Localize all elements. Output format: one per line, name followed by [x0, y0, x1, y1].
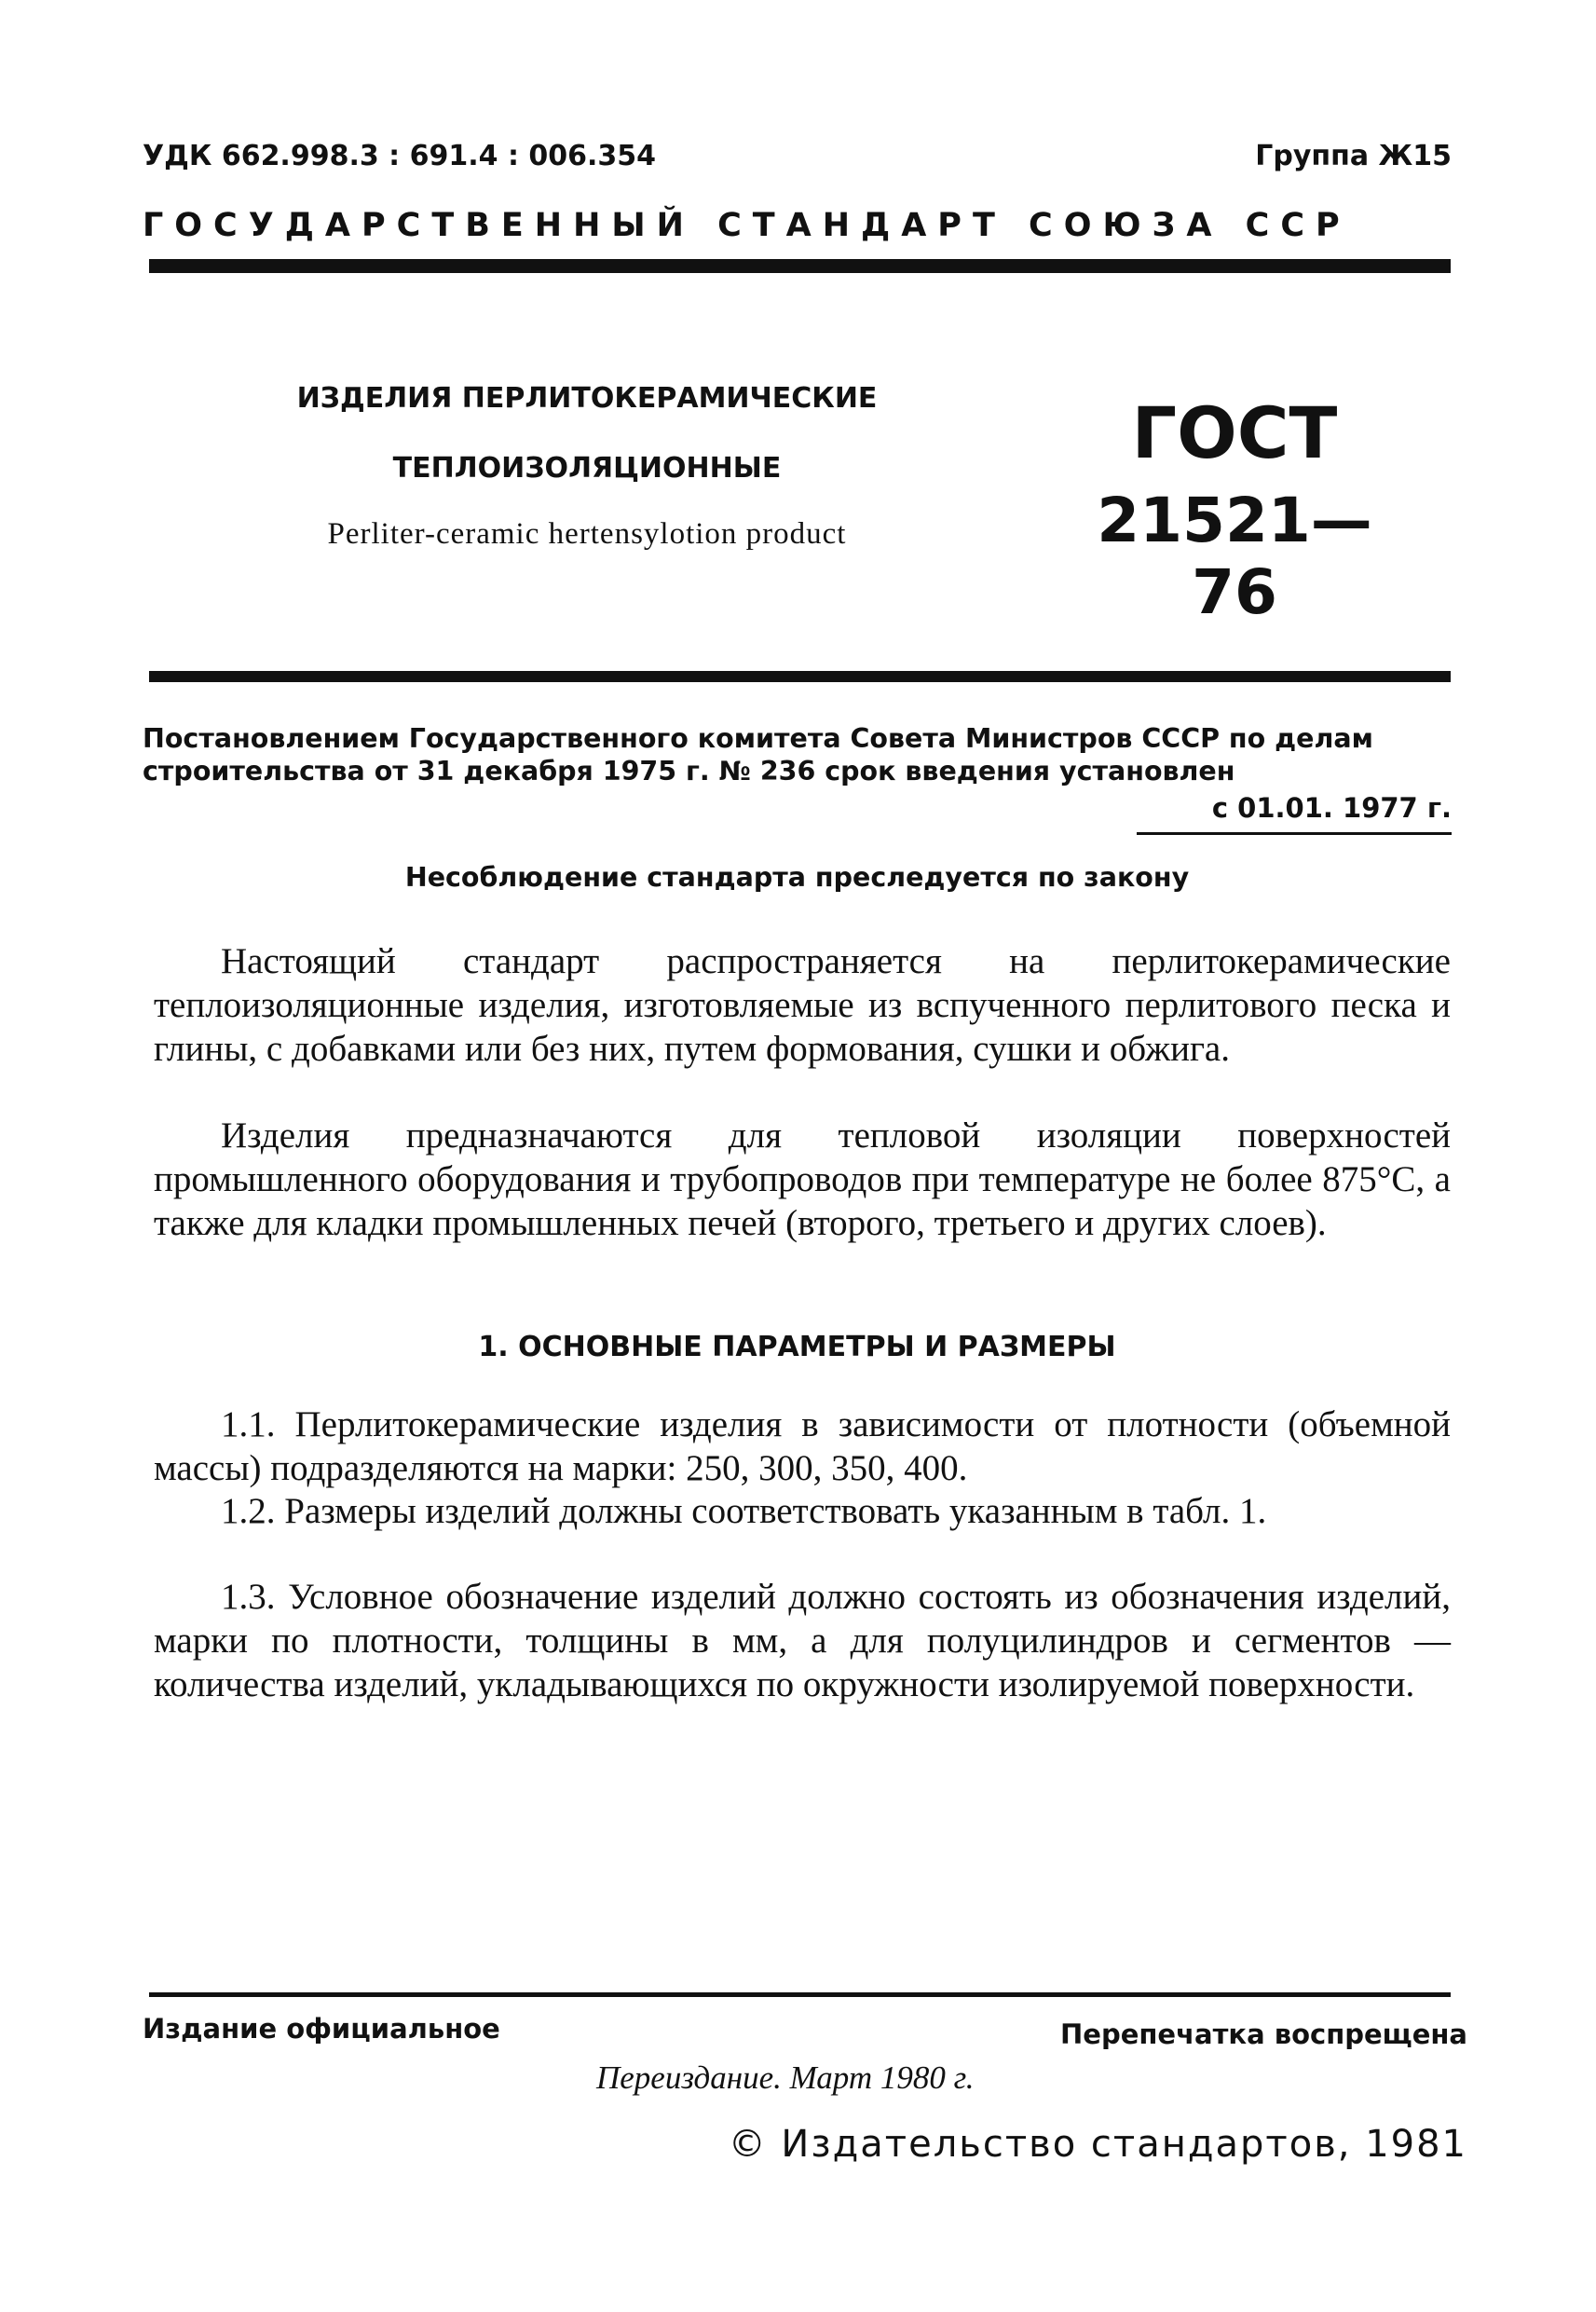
title-ru-line2: ТЕПЛОИЗОЛЯЦИОННЫЕ: [392, 452, 782, 485]
clause-1-3: 1.3. Условное обозначение изделий должно состоять из обозначения изделий, марки по плотности, толщины в мм, а для полуцилиндров и сегментов — количества изделий, укладывающихся по окружности изолируемой поверхности.: [154, 1577, 1451, 1704]
clause-1-1: 1.1. Перлитокерамические изделия в зависимости от плотности (объемной массы) подразделяются на марки: 250, 300, 350, 400.: [154, 1404, 1451, 1488]
decree-effective-date: с 01.01. 1977 г.: [1211, 792, 1452, 824]
reprint-prohibited: Перепечатка воспрещена: [1060, 2018, 1467, 2050]
gost-number: 21521—76: [1097, 485, 1372, 628]
decree-date-underline: [1137, 832, 1452, 835]
edition-official: Издание официальное: [143, 2013, 500, 2045]
gost-label: ГОСТ: [1131, 391, 1338, 474]
group-code: Группа Ж15: [1255, 140, 1452, 172]
copyright-notice: © Издательство стандартов, 1981: [728, 2123, 1467, 2166]
section-1-heading: 1. ОСНОВНЫЕ ПАРАМЕТРЫ И РАЗМЕРЫ: [478, 1331, 1116, 1363]
legal-warning: Несоблюдение стандарта преследуется по закону: [404, 862, 1190, 893]
title-rule: [149, 671, 1451, 682]
scope-paragraph: Настоящий стандарт распространяется на перлитокерамические теплоизоляционные изделия, изготовляемые из вспученного перлитового песка и глины, с добавками или без них, путем формования, сушки и обжига.: [154, 941, 1451, 1069]
udk-code: УДК 662.998.3 : 691.4 : 006.354: [143, 140, 657, 172]
reissue-note: Переиздание. Март 1980 г.: [596, 2059, 975, 2096]
header-rule: [149, 259, 1451, 273]
purpose-paragraph: Изделия предназначаются для тепловой изоляции поверхностей промышленного оборудования и трубопроводов при температуре не более 875°С, а также для кладки промышленных печей (второго, третьего и других слоев).: [154, 1115, 1451, 1243]
title-ru-line1: ИЗДЕЛИЯ ПЕРЛИТОКЕРАМИЧЕСКИЕ: [296, 382, 878, 415]
footer-rule: [149, 1992, 1451, 1997]
title-en: Perliter-ceramic hertensylotion product: [327, 517, 847, 551]
decree-line1: Постановлением Государственного комитета Совета Министров СССР по делам: [143, 723, 1373, 754]
clause-1-2: 1.2. Размеры изделий должны соответствовать указанным в табл. 1.: [221, 1491, 1267, 1531]
state-standard-banner: ГОСУДАРСТВЕННЫЙ СТАНДАРТ СОЮЗА ССР: [143, 207, 1351, 244]
decree-line2: строительства от 31 декабря 1975 г. № 236 срок введения установлен: [143, 756, 1235, 787]
